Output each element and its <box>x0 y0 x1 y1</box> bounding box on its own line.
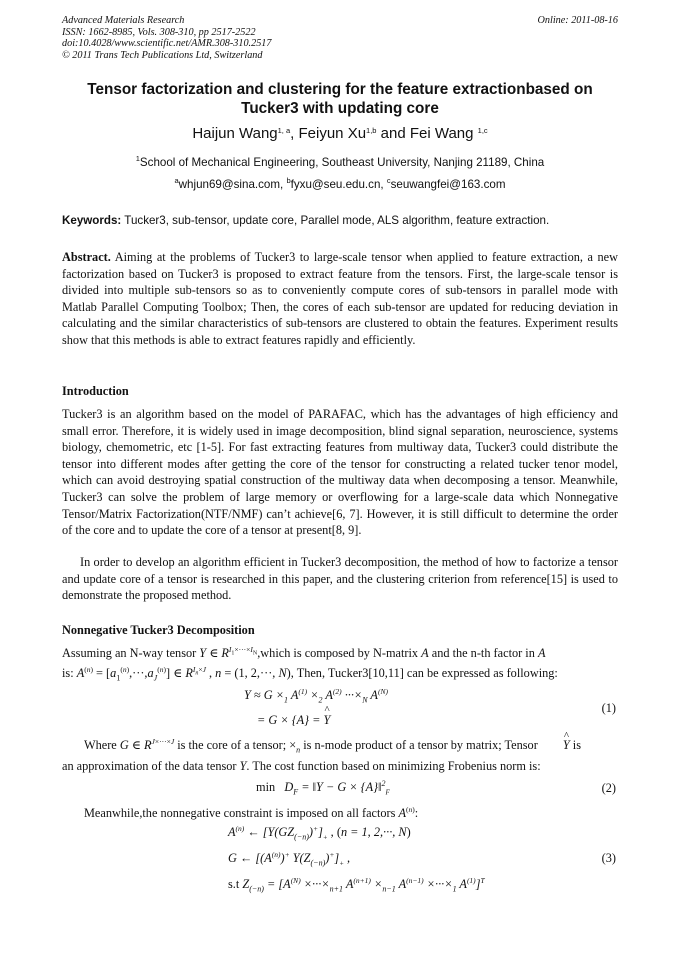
issn-line: ISSN: 1662-8985, Vols. 308-310, pp 2517-2522 <box>62 26 256 38</box>
affiliation <box>62 156 618 169</box>
nonneg-line-2-b: , Then, Tucker3[10,11] can be expressed as following: <box>290 666 558 680</box>
abstract <box>62 249 618 349</box>
where-c: is n-mode product of a tensor by matrix; Tensor <box>300 738 541 752</box>
journal-header <box>62 15 618 61</box>
title-line-2: Tucker3 with updating core <box>241 100 439 117</box>
equation-2-number: (2) <box>601 781 616 795</box>
author-list <box>62 125 618 142</box>
equation-3-line-2: G ← [$(A^{(n)})^+$ $Y(Z_{(-n)})^+]_+$ , <box>228 850 351 868</box>
affiliation-text: School of Mechanical Engineering, Southeast University, Nanjing 21189, China <box>139 156 545 169</box>
nonneg-line-1-c: and the n-th factor in <box>428 646 538 660</box>
keywords <box>62 214 618 227</box>
where2-b: . The cost function based on minimizing Frobenius norm is: <box>246 759 541 773</box>
where-line-1: Where G ∈ $R^{J\times\cdot\cdot\cdot\times J}$ is the core of a tensor; $\times_n$ is n-mode product of a tensor by matrix; Tensor ^ Y is <box>62 737 618 759</box>
introduction-paragraph-1: Tucker3 is an algorithm based on the model of PARAFAC, which has the advantages of high efficiency and small error. Therefore, it is widely used in image decomposition, blind signal separation, neuroscience, systems biology, chemometric, etc [1-5]. For fast extracting features from multiway data, Tucker3 could distribute the tensor into different modes after getting the core of the tensor for constructing a related tucker tenor model, which can avoid destroying spatial construction of the multiway data when decomposing a tensor. Meanwhile, Tucker3 can solve the problem of large memory or overflowing for a large-scale data which Nonnegative Tensor/Matrix Factorization(NTF/NMF) can’t achieve[6, 7]. However, it is still difficult to determine the order of the core and to update the core of a tensor at present[8, 9]. <box>62 407 618 538</box>
min-word: min <box>256 780 276 794</box>
equation-3-line-3: s.t $Z_{(-n)} = [A^{(N)} \times\cdot\cdot\cdot\times_{n+1}$ $A^{(n+1)} \times_{n-1}$ $A^{(n-1)} \times\cdot\cdot\cdot\times_1$ $A^{(1)}]^T$ <box>228 876 485 894</box>
nonneg-line-1: Assuming an N-way tensor Y ∈ $R^{I_1\times\cdot\cdot\cdot\times I_N},which$ is composed by N-matrix A and the n-th factor in A <box>62 645 546 660</box>
online-date: Online: 2011-08-16 <box>537 15 618 26</box>
author-1-sup: 1, a <box>277 126 291 135</box>
title-line-1: Tensor factorization and clustering for the feature extractionbased on <box>87 81 593 98</box>
equation-1-number: (1) <box>601 701 616 715</box>
equation-3-number: (3) <box>601 851 616 865</box>
equation-1-line-1: $Y \approx G \times_1$ $A^{(1)} \times_2$ $A^{(2)} \cdot\cdot\cdot\times_N$ $A^{(N)}$ <box>244 687 388 705</box>
email-sup-c: c <box>386 176 391 185</box>
nonneg-line-2-a: is: <box>62 666 77 680</box>
introduction-heading: Introduction <box>62 384 129 398</box>
email-a: whjun69@sina.com, <box>178 178 287 191</box>
st-word: s.t <box>228 877 240 891</box>
equation-3-line-1: $A^{(n)}$ ← $[Y(GZ_{(-n)})^+]_+$ , (n = 1, 2,···, N) <box>228 824 411 842</box>
where-d: is <box>569 738 581 752</box>
email-sup-b: b <box>286 176 291 185</box>
email-b: fyxu@seu.edu.cn, <box>290 178 387 191</box>
nonneg-line-1-b: ,which is composed by N-matrix <box>257 646 422 660</box>
author-2-sup: 1,b <box>366 126 377 135</box>
where2-a: an approximation of the data tensor <box>62 759 240 773</box>
abstract-text: Aiming at the problems of Tucker3 to large-scale tensor when applied to feature extraction, a new factorization based on Tucker3 is proposed to extract feature from the tensors. First, the large-scale tensor is divided into multiple sub-tensors so as to conveniently compute cores of sub-tensors in parallel mode with Matlab Parallel Computing Toolbox; Then, the cores of each sub-tensor are updated for reducing deviation in calculating and the similar characteristics of sub-tensors are clustered to obtain the features. Experiment results show that this methods is able to extract features rapidly and efficiently. <box>62 250 618 347</box>
author-2: Feiyun Xu <box>298 125 367 142</box>
nonneg-line-2: is: $A^{(n)} = [a_1^{(n)},\cdot\cdot\cdot,a_J^{(n)}]$ ∈ $R^{I_n\times J}$ , n = (1, 2,···, N), Then, Tucker3[10,11] can be expressed as following: <box>62 665 558 683</box>
email-sup-a: a <box>174 176 179 185</box>
nonneg-line-1-a: Assuming an N-way tensor <box>62 646 200 660</box>
journal-name: Advanced Materials Research <box>62 15 185 26</box>
nonneg-heading: Nonnegative Tucker3 Decomposition <box>62 623 255 637</box>
where-b: is the core of a tensor; <box>174 738 290 752</box>
keywords-text: Tucker3, sub-tensor, update core, Parallel mode, ALS algorithm, feature extraction. <box>121 214 550 227</box>
where-a: Where <box>84 738 120 752</box>
paper-title <box>62 80 618 118</box>
copyright-line: © 2011 Trans Tech Publications Ltd, Switzerland <box>62 49 263 61</box>
author-1: Haijun Wang <box>192 125 278 142</box>
author-3-sup: 1,c <box>477 126 488 135</box>
introduction-paragraph-2: In order to develop an algorithm efficient in Tucker3 decomposition, the method of how to factorize a tensor and update core of a tensor is researched in this paper, and the clustering criterion from reference[15] is used to demonstrate the proposed method. <box>62 555 618 603</box>
meanwhile-text: Meanwhile,the nonnegative constraint is imposed on all factors <box>84 806 399 820</box>
author-sep-2: and <box>376 125 410 142</box>
doi-line: doi:10.4028/www.scientific.net/AMR.308-310.2517 <box>62 38 272 49</box>
author-sep-1: , <box>290 125 299 142</box>
meanwhile-line: Meanwhile,the nonnegative constraint is imposed on all factors $A^{(n)}$: <box>84 805 419 820</box>
email-c: seuwangfei@163.com <box>390 178 506 191</box>
affiliation-sup: 1 <box>135 154 140 163</box>
abstract-label: Abstract. <box>62 250 111 264</box>
equation-2: $\min D_F$ = ‖Y − G × {A}‖$^2_F$ <box>256 779 390 797</box>
where-line-2: an approximation of the data tensor Y. The cost function based on minimizing Frobenius norm is: <box>62 759 541 773</box>
keywords-label: Keywords: <box>62 214 122 227</box>
author-emails <box>62 178 618 191</box>
author-3: Fei Wang <box>409 125 478 142</box>
equation-1-line-2: = G × {A} = ^ Y <box>257 713 330 728</box>
